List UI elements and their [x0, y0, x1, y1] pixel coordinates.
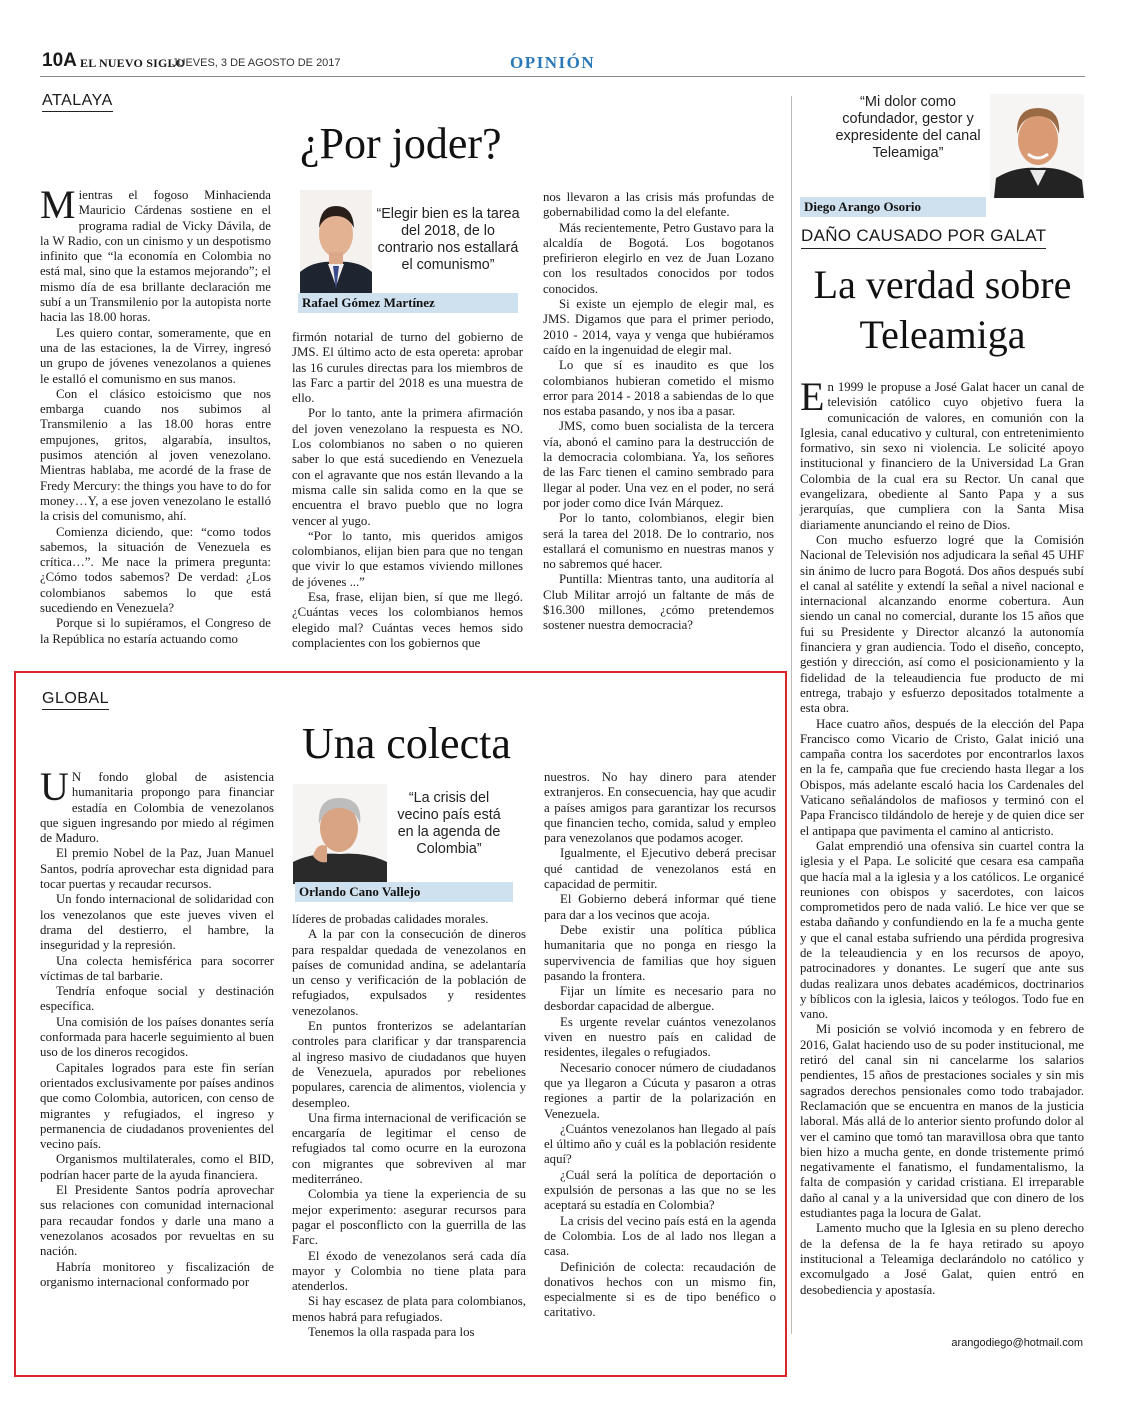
atalaya-col1-para: Porque si lo supiéramos, el Congreso de la República no estaría actuando como	[40, 616, 271, 646]
atalaya-col2-para: Por lo tanto, ante la primera afirmación del joven venezolano la respuesta es NO. Los colombianos no saben o no quieren saber lo que está sucediendo en Venezuela con el agravante que nos están llevando a la misma calle sin salida como en la que se encuentra el bravo pueblo que no logra vencer al yugo.	[292, 406, 523, 528]
galat-para: En 1999 le propuse a José Galat hacer un canal de televisión católico cuyo objetivo fuera la comunicación de valores, en comunión con la Iglesia, canal educativo y cultural, con entretenimiento formativo, sin sexo ni violencia. Le solicité apoyo institucional y financiero de la Universidad La Gran Colombia de la cual era su Rector. Un canal que evangelizara, obediente al Santo Papa y a sus jerarquías, que cumpliera con la Santa Misa diariamente anunciando el reino de Dios.	[800, 374, 1084, 532]
galat-kicker: DAÑO CAUSADO POR GALAT	[801, 226, 1046, 249]
global-pull-quote: “La crisis del vecino país está en la agenda de Colombia”	[397, 790, 501, 857]
atalaya-col2-para: “Por lo tanto, mis queridos amigos colombianos, elijan bien para que no tengan que vivir lo que estamos viviendo millones de jóvenes ...”	[292, 528, 523, 589]
global-col2-para: A la par con la consecución de dineros para respaldar quedada de venezolanos en países de comunidad andina, se adelantaría un censo y verificación de la población de refugiados, expulsados y residentes venezolanos.	[292, 927, 526, 1018]
atalaya-col3-para: Si existe un ejemplo de elegir mal, es JMS. Digamos que para el primer periodo, 2010 - 2014, vaya y venga que hubiéramos caído en la ingenuidad de elegir mal.	[543, 297, 774, 357]
atalaya-pull-quote: “Elegir bien es la tarea del 2018, de lo contrario nos estallará el comunismo”	[376, 206, 520, 273]
galat-pull-quote: “Mi dolor como cofundador, gestor y expresidente del canal Teleamiga”	[835, 94, 981, 161]
atalaya-col3-para: Más recientemente, Petro Gustavo para la alcaldía de Bogotá. Los bogotanos prefirieron elegirlo en vez de Juan Lozano con los resultados conocidos por todos conocidos.	[543, 220, 774, 296]
global-col2-para: En puntos fronterizos se adelantarían controles para clarificar y dar transparencia al ingreso masivo de ciudadanos que huyen de Venezuela, apurados por rebeliones populares, carencia de alimentos, violencia y desempleo.	[292, 1019, 526, 1110]
atalaya-column-1	[40, 182, 272, 647]
galat-para: Mi posición se volvió incomoda y en febrero de 2016, Galat haciendo uso de su poder institucional, me retiró del canal sin ni cancelarme los salarios pendientes, 15 años de prestaciones sociales y sin mis sagrados derechos pensionales como todo trabajador. Reclamación que se encuentra en manos de la justicia laboral. Más allá de lo anterior siento profundo dolor al ver el camino que tomó tan maravillosa obra que tanto bien hizo a mucha gente, en donde tristemente primó negativamente el fanatismo, el fundamentalismo, la falta de compasión y caridad cristiana. El irreparable daño al canal y a la universidad que con dinero de los estudiantes paga la locura de Galat.	[800, 1022, 1084, 1221]
drop-cap: E	[800, 374, 825, 419]
galat-para: Galat emprendió una ofensiva sin cuartel contra la iglesia y el Papa. Le solicité que cesara esa campaña que hacía mal a la iglesia y a los católicos. Le organicé reuniones con obispos y sacerdotes, con laicos comprometidos pero de nada valió. Le hice ver que se estaba dañando y confundiendo en la fe a mucha gente y que el canal estaba sufriendo una pérdida progresiva de la teleaudiencia y en los recursos de apoyo, patrocinadores y donantes. Le sugerí que ante sus dudas realizara unos debates académicos, doctrinarios y bíblicos con la iglesia, laicos y teólogos. Todo fue en vano.	[800, 838, 1084, 1022]
global-col3-para: ¿Cuántos venezolanos han llegado al país el último año y cuál es la población residente aquí?	[544, 1121, 776, 1167]
global-col1-para: Un fondo internacional de solidaridad con los venezolanos que este jueves viven el drama del destierro, el hambre, la inseguridad y la represión.	[40, 892, 274, 953]
drop-cap: U	[40, 764, 69, 809]
author-email: arangodiego@hotmail.com	[951, 1337, 1083, 1349]
global-col3-para: Debe existir una política pública humanitaria que no ponga en riesgo la supervivencia de familias que hoy siguen pasando la frontera.	[544, 922, 776, 983]
atalaya-col3-para: Por lo tanto, colombianos, elegir bien será la tarea del 2018. De lo contrario, nos estallará el comunismo en nuestras manos y no sabremos qué hacer.	[543, 511, 774, 572]
global-col2-para: El éxodo de venezolanos será cada día mayor y Colombia no tiene plata para atenderlos.	[292, 1248, 526, 1294]
atalaya-headline: ¿Por joder?	[300, 119, 502, 168]
global-kicker: GLOBAL	[42, 690, 109, 710]
atalaya-col1-para: Mientras el fogoso Minhacienda Mauricio Cárdenas sostiene en el programa radial de Vicky Dávila, de la W Radio, con un cinismo y un despotismo infinito que “la economía en Colombia no está mal, sino que la estamos mejorando”; el mismo día de esa brillante declaración me subí a un Transmilenio por la autopista norte hacia las 18.00 horas.	[40, 182, 271, 325]
global-col2-para: líderes de probadas calidades morales.	[292, 912, 489, 926]
global-col1-para: Capitales logrados para este fin serían orientados exclusivamente por países andinos que como Colombia, autoricen, con censo de migrantes y refugiados, el ingreso y permanencia de ciudadanos provenientes del vecino país.	[40, 1060, 274, 1152]
global-column-3	[544, 770, 776, 1321]
global-col3-para: El Gobierno deberá informar qué tiene para dar a los vecinos que acoja.	[544, 892, 776, 922]
global-col1-para: U N fondo global de asistencia humanitaria propongo para financiar estadía en Colombia de venezolanos que siguen ingresando por miedo al régimen de Maduro.	[40, 764, 274, 846]
galat-para: Con mucho esfuerzo logré que la Comisión Nacional de Televisión nos adjudicara la señal 45 UHF sin ánimo de lucro para Bogotá. Dos años después subí el canal al satélite y extendí la señal a nivel nacional e internacional alcanzando enorme cobertura. Aun siendo un canal no comercial, durante los 15 años que fui su Presidente y Director alcanzó la autonomía financiera y gran audiencia. Todo el diseño, concepto, gestión y dirección, así como el posicionamiento y la fidelidad de la teleaudiencia fue producto de mi entrega, trabajo y esfuerzo depositados totalmente a esta obra.	[800, 532, 1084, 716]
global-column-2	[292, 912, 526, 1340]
global-col1-para: Habría monitoreo y fiscalización de organismo internacional conformado por	[40, 1259, 274, 1289]
galat-body	[800, 374, 1084, 1298]
global-author-byline: Orlando Cano Vallejo	[295, 882, 513, 902]
global-col3-para: Fijar un límite es necesario para no desbordar capacidad de albergue.	[544, 984, 776, 1014]
atalaya-col2-para: firmón notarial de turno del gobierno de JMS. El último acto de esta opereta: aprobar las 16 curules directas para los miembros de las Farc a partir del 2018 es una muestra de ello.	[292, 330, 523, 406]
global-col3-para: Igualmente, el Ejecutivo deberá precisar qué cantidad de venezolanos está en capacidad de permitir.	[544, 846, 776, 892]
column-divider	[791, 96, 792, 1334]
global-col3-para: ¿Cuál será la política de deportación o expulsión de personas a las que no se les aceptará su estadía en Colombia?	[544, 1167, 776, 1213]
galat-headline: La verdad sobre Teleamiga	[813, 262, 1072, 357]
global-col1-para: El Presidente Santos podría aprovechar sus relaciones con comunidad internacional para recaudar fondos y darle una mano a venezolanos acosados por revueltas en su nación.	[40, 1183, 274, 1259]
atalaya-col1-para: Comienza diciendo, que: “como todos sabemos, la situación de Venezuela es crítica…”. Me nace la primera pregunta: ¿Cómo todos sabemos? De verdad: ¿Los colombianos sabemos lo que está sucediendo en Venezuela?	[40, 524, 271, 616]
global-col1-para: Una comisión de los países donantes sería conformada para hacerle seguimiento al buen uso de los dineros recogidos.	[40, 1014, 274, 1060]
galat-para: Hace cuatro años, después de la elección del Papa Francisco como Vicario de Cristo, Galat inició una campaña contra los sacerdotes por encontrarlos laxos en la fe, campaña que fue creciendo hasta llegar a los Obispos, más adelante escaló hacia los Cardenales del Vaticano señalándolos de mafiosos y terminó con el Papa Francisco tildándolo de hereje y de quien dice ser el antipapa que pavimenta el camino al anticristo.	[800, 716, 1084, 838]
portrait-diego-arango	[990, 94, 1084, 198]
atalaya-author-byline: Rafael Gómez Martínez	[298, 293, 518, 313]
galat-para: Lamento mucho que la Iglesia en su pleno derecho de la defensa de la fe haya retirado su apoyo institucional a Teleamiga declarándolo no católico y excomulgado a José Galat, quien entró en desobediencia y apostasía.	[800, 1221, 1084, 1297]
atalaya-col3-para: Puntilla: Mientras tanto, una auditoría al Club Militar arrojó un faltante de más de $16.300 millones, ¿cómo pretendemos sostener nuestra democracia?	[543, 572, 774, 633]
global-col1-para: Una colecta hemisférica para socorrer víctimas de tal barbarie.	[40, 953, 274, 983]
portrait-rafael-gomez	[300, 190, 372, 296]
global-col3-para: Necesario conocer número de ciudadanos que ya llegaron a Cúcuta y pasaron a otras regiones a partir de la polarización en Venezuela.	[544, 1060, 776, 1121]
global-col2-para: Tenemos la olla raspada para los	[308, 1325, 475, 1340]
atalaya-col2-para: Esa, frase, elijan bien, sí que me llegó. ¿Cuántas veces los colombianos hemos elegido mal? Cuántas veces hemos sido complacientes con los gobiernos que	[292, 590, 523, 650]
global-col1-para: Tendría enfoque social y destinación específica.	[40, 984, 274, 1014]
drop-cap: M	[40, 182, 76, 227]
global-col3-para: La crisis del vecino país está en la agenda de Colombia. Los de al lado nos llegan a casa.	[544, 1213, 776, 1259]
global-col2-para: Una firma internacional de verificación se encargaría de legitimar el censo de refugiados tal como ocurre en la eurozona con migrantes que sobreviven al mar mediterráneo.	[292, 1110, 526, 1187]
galat-author-byline: Diego Arango Osorio	[800, 197, 986, 217]
global-col3-para: Es urgente revelar cuántos venezolanos viven en nuestro país en calidad de residentes, ilegales o refugiados.	[544, 1014, 776, 1060]
global-column-1	[40, 764, 274, 1290]
atalaya-col3-para: JMS, como buen socialista de la tercera vía, abonó el camino para la destrucción de la democracia colombiana. Ya, los señores de las Farc tienen el camino sembrado para llegar al poder. Una vez en el poder, no será por joder como dice Iván Márquez.	[543, 419, 774, 510]
page-number: 10A	[42, 50, 77, 71]
global-col3-para: nuestros. No hay dinero para atender extranjeros. En consecuencia, hay que acudir a países amigos para garantizar los recursos que financien techo, comida, salud y empleo para venezolanos que podamos acoger.	[544, 770, 776, 846]
global-headline: Una colecta	[302, 719, 511, 768]
header-rule	[40, 76, 1085, 77]
atalaya-kicker: ATALAYA	[42, 92, 113, 112]
issue-date: JUEVES, 3 DE AGOSTO DE 2017	[172, 57, 341, 69]
atalaya-col3-para: nos llevaron a las crisis más profundas de gobernabilidad como la del elefante.	[543, 190, 774, 220]
global-col1-para: Organismos multilaterales, como el BID, podrían hacer parte de la ayuda financiera.	[40, 1152, 274, 1182]
newspaper-name: EL NUEVO SIGLO	[80, 56, 186, 70]
atalaya-col1-para: Les quiero contar, someramente, que en una de las estaciones, la de Virrey, ingresó un grupo de jóvenes venezolanos a quienes le estalló el comunismo en sus manos.	[40, 325, 271, 386]
atalaya-column-2	[292, 330, 523, 651]
atalaya-col3-para: Lo que sí es inaudito es que los colombianos hubieran cometido el mismo error para 2014 - 2018 a sabiendas de lo que nos estaba pasando, y nos iba a pasar.	[543, 358, 774, 419]
global-col3-para: Definición de colecta: recaudación de donativos hechos con un mismo fin, especialmente si es de tipo benéfico o caritativo.	[544, 1259, 776, 1320]
global-col2-para: Colombia ya tiene la experiencia de su mejor experimento: asegurar recursos para pagar el posconflicto con la guerrilla de las Farc.	[292, 1187, 526, 1248]
global-col1-para: El premio Nobel de la Paz, Juan Manuel Santos, podría aprovechar esta dignidad para tocar puertas y recaudar recursos.	[40, 846, 274, 892]
atalaya-column-3	[543, 190, 774, 634]
portrait-orlando-cano	[293, 784, 387, 884]
global-col2-para: Si hay escasez de plata para colombianos, menos habrá para refugiados.	[292, 1294, 526, 1324]
atalaya-col1-para: Con el clásico estoicismo que nos embarga cuando nos subimos al Transmilenio a las 18.00 horas entre empujones, gritos, algarabía, insultos, pusimos atención al joven venezolano. Mientras hablaba, me acordé de la frase de Fredy Mercury: the things you have to do for money…Y, a ese joven venezolano le estalló la crisis del comunismo, ahí.	[40, 386, 272, 524]
section-title: OPINIÓN	[510, 53, 596, 72]
